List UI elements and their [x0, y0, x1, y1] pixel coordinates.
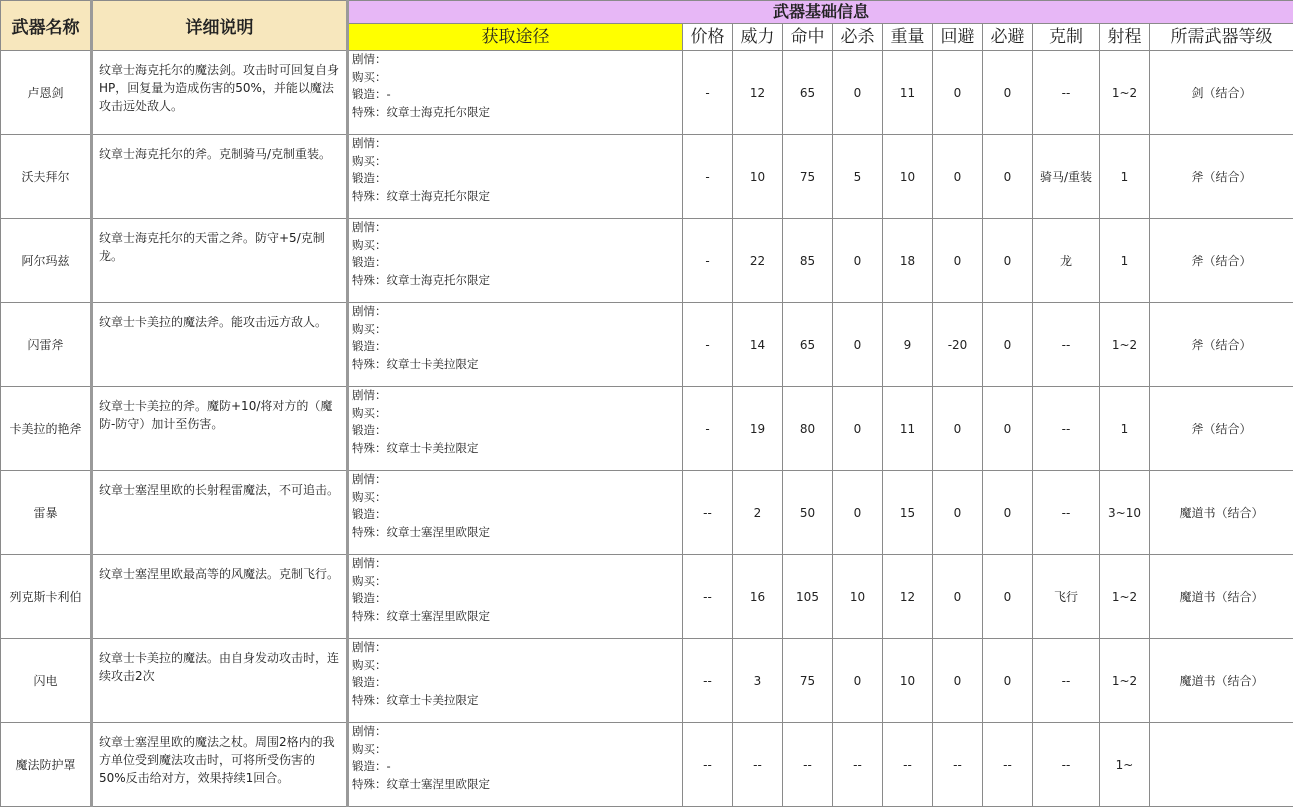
cell-dodge[interactable]: 0 [983, 51, 1033, 135]
obtain-buy: 购买： [352, 741, 682, 759]
cell-effective[interactable]: -- [1033, 723, 1100, 807]
cell-description[interactable]: 纹章士海克托尔的斧。克制骑马/克制重装。 [92, 135, 348, 219]
cell-dodge[interactable]: 0 [983, 135, 1033, 219]
obtain-special: 特殊：纹章士海克托尔限定 [352, 104, 682, 122]
cell-crit[interactable]: 0 [833, 219, 883, 303]
obtain-buy: 购买： [352, 573, 682, 591]
cell-description[interactable]: 纹章士塞涅里欧最高等的风魔法。克制飞行。 [92, 555, 348, 639]
cell-might[interactable]: 3 [733, 639, 783, 723]
cell-range[interactable]: 1~2 [1100, 303, 1150, 387]
obtain-story: 剧情： [352, 639, 682, 657]
cell-crit[interactable]: -- [833, 723, 883, 807]
obtain-forge: 锻造： [352, 506, 682, 524]
obtain-forge: 锻造： [352, 590, 682, 608]
table-row [1, 303, 1293, 387]
cell-avoid[interactable]: -20 [933, 303, 983, 387]
cell-weapon-name[interactable]: 列克斯卡利伯 [1, 555, 92, 639]
cell-obtain[interactable] [348, 555, 683, 639]
cell-price[interactable]: -- [683, 555, 733, 639]
obtain-buy: 购买： [352, 321, 682, 339]
cell-obtain[interactable] [348, 51, 683, 135]
header-weight[interactable]: 重量 [883, 24, 933, 51]
obtain-forge: 锻造： [352, 338, 682, 356]
cell-range[interactable]: 3~10 [1100, 471, 1150, 555]
cell-effective[interactable]: -- [1033, 387, 1100, 471]
obtain-special: 特殊：纹章士塞涅里欧限定 [352, 776, 682, 794]
obtain-buy: 购买： [352, 69, 682, 87]
cell-weapon-rank[interactable]: 斧（结合） [1150, 135, 1293, 219]
cell-description[interactable]: 纹章士塞涅里欧的长射程雷魔法，不可追击。 [92, 471, 348, 555]
table-row [1, 723, 1293, 807]
cell-effective[interactable]: -- [1033, 303, 1100, 387]
cell-price[interactable]: - [683, 387, 733, 471]
cell-hit[interactable]: 50 [783, 471, 833, 555]
cell-dodge[interactable]: 0 [983, 639, 1033, 723]
obtain-buy: 购买： [352, 153, 682, 171]
table-row [1, 51, 1293, 135]
cell-might[interactable]: 19 [733, 387, 783, 471]
cell-crit[interactable]: 0 [833, 51, 883, 135]
obtain-special: 特殊：纹章士卡美拉限定 [352, 356, 682, 374]
obtain-special: 特殊：纹章士海克托尔限定 [352, 188, 682, 206]
cell-might[interactable]: 12 [733, 51, 783, 135]
cell-hit[interactable]: 85 [783, 219, 833, 303]
obtain-story: 剧情： [352, 387, 682, 405]
cell-hit[interactable]: 65 [783, 303, 833, 387]
cell-price[interactable]: -- [683, 723, 733, 807]
cell-crit[interactable]: 0 [833, 639, 883, 723]
cell-range[interactable]: 1 [1100, 387, 1150, 471]
table-row [1, 555, 1293, 639]
cell-price[interactable]: - [683, 303, 733, 387]
cell-description[interactable]: 纹章士卡美拉的魔法斧。能攻击远方敌人。 [92, 303, 348, 387]
cell-weapon-name[interactable]: 闪电 [1, 639, 92, 723]
obtain-forge: 锻造： [352, 674, 682, 692]
cell-range[interactable]: 1 [1100, 135, 1150, 219]
cell-description[interactable]: 纹章士卡美拉的斧。魔防+10/将对方的（魔防-防守）加计至伤害。 [92, 387, 348, 471]
cell-description[interactable]: 纹章士卡美拉的魔法。由自身发动攻击时，连续攻击2次 [92, 639, 348, 723]
cell-effective[interactable]: -- [1033, 51, 1100, 135]
cell-avoid[interactable]: 0 [933, 639, 983, 723]
cell-range[interactable]: 1 [1100, 219, 1150, 303]
header-effective[interactable]: 克制 [1033, 24, 1100, 51]
cell-dodge[interactable]: 0 [983, 219, 1033, 303]
cell-obtain[interactable] [348, 471, 683, 555]
cell-weight[interactable]: 11 [883, 387, 933, 471]
obtain-special: 特殊：纹章士卡美拉限定 [352, 440, 682, 458]
cell-might[interactable]: 2 [733, 471, 783, 555]
cell-weight[interactable]: 10 [883, 135, 933, 219]
header-weapon-name[interactable]: 武器名称 [1, 1, 92, 51]
cell-weapon-name[interactable]: 卢恩剑 [1, 51, 92, 135]
cell-price[interactable]: - [683, 219, 733, 303]
header-crit[interactable]: 必杀 [833, 24, 883, 51]
obtain-story: 剧情： [352, 555, 682, 573]
cell-effective[interactable]: 骑马/重装 [1033, 135, 1100, 219]
table-row [1, 135, 1293, 219]
cell-might[interactable]: 14 [733, 303, 783, 387]
cell-weapon-rank[interactable]: 斧（结合） [1150, 303, 1293, 387]
cell-dodge[interactable]: 0 [983, 555, 1033, 639]
cell-weight[interactable]: 15 [883, 471, 933, 555]
obtain-buy: 购买： [352, 237, 682, 255]
table-row [1, 219, 1293, 303]
obtain-forge: 锻造： [352, 170, 682, 188]
header-might[interactable]: 威力 [733, 24, 783, 51]
header-price[interactable]: 价格 [683, 24, 733, 51]
cell-range[interactable]: 1~2 [1100, 639, 1150, 723]
cell-hit[interactable]: 75 [783, 639, 833, 723]
obtain-story: 剧情： [352, 723, 682, 741]
cell-crit[interactable]: 5 [833, 135, 883, 219]
obtain-forge: 锻造：- [352, 86, 682, 104]
obtain-buy: 购买： [352, 657, 682, 675]
cell-weapon-rank[interactable]: 斧（结合） [1150, 387, 1293, 471]
obtain-story: 剧情： [352, 471, 682, 489]
cell-weapon-name[interactable]: 沃夫拜尔 [1, 135, 92, 219]
cell-might[interactable]: 22 [733, 219, 783, 303]
cell-obtain[interactable] [348, 219, 683, 303]
obtain-special: 特殊：纹章士卡美拉限定 [352, 692, 682, 710]
obtain-special: 特殊：纹章士塞涅里欧限定 [352, 524, 682, 542]
cell-price[interactable]: - [683, 135, 733, 219]
cell-obtain[interactable] [348, 639, 683, 723]
cell-description[interactable]: 纹章士海克托尔的天雷之斧。防守+5/克制龙。 [92, 219, 348, 303]
cell-price[interactable]: -- [683, 639, 733, 723]
obtain-story: 剧情： [352, 51, 682, 69]
header-dodge[interactable]: 必避 [983, 24, 1033, 51]
cell-obtain[interactable] [348, 723, 683, 807]
cell-price[interactable]: -- [683, 471, 733, 555]
header-description[interactable]: 详细说明 [92, 1, 348, 51]
cell-range[interactable]: 1~2 [1100, 51, 1150, 135]
cell-weapon-rank[interactable]: 斧（结合） [1150, 219, 1293, 303]
table-row [1, 387, 1293, 471]
cell-weapon-rank[interactable]: 魔道书（结合） [1150, 639, 1293, 723]
cell-crit[interactable]: 10 [833, 555, 883, 639]
cell-weight[interactable]: 12 [883, 555, 933, 639]
cell-weapon-name[interactable]: 雷暴 [1, 471, 92, 555]
header-range[interactable]: 射程 [1100, 24, 1150, 51]
cell-weapon-name[interactable]: 卡美拉的艳斧 [1, 387, 92, 471]
cell-dodge[interactable]: -- [983, 723, 1033, 807]
cell-avoid[interactable]: 0 [933, 555, 983, 639]
cell-weapon-rank[interactable]: 剑（结合） [1150, 51, 1293, 135]
cell-weapon-rank[interactable]: 魔道书（结合） [1150, 471, 1293, 555]
cell-hit[interactable]: 65 [783, 51, 833, 135]
cell-description[interactable]: 纹章士塞涅里欧的魔法之杖。周围2格内的我方单位受到魔法攻击时，可将所受伤害的50%反击给对方，效果持续1回合。 [92, 723, 348, 807]
header-obtain[interactable]: 获取途径 [348, 24, 683, 51]
header-hit[interactable]: 命中 [783, 24, 833, 51]
cell-avoid[interactable]: 0 [933, 471, 983, 555]
cell-range[interactable]: 1~ [1100, 723, 1150, 807]
cell-effective[interactable]: 飞行 [1033, 555, 1100, 639]
cell-avoid[interactable]: 0 [933, 51, 983, 135]
obtain-special: 特殊：纹章士塞涅里欧限定 [352, 608, 682, 626]
cell-hit[interactable]: 105 [783, 555, 833, 639]
obtain-story: 剧情： [352, 135, 682, 153]
cell-description[interactable]: 纹章士海克托尔的魔法剑。攻击时可回复自身HP，回复量为造成伤害的50%，并能以魔法攻击远处敌人。 [92, 51, 348, 135]
obtain-forge: 锻造： [352, 422, 682, 440]
cell-might[interactable]: -- [733, 723, 783, 807]
cell-obtain[interactable] [348, 303, 683, 387]
obtain-buy: 购买： [352, 489, 682, 507]
cell-weight[interactable]: 10 [883, 639, 933, 723]
obtain-story: 剧情： [352, 219, 682, 237]
obtain-special: 特殊：纹章士海克托尔限定 [352, 272, 682, 290]
cell-weight[interactable]: 11 [883, 51, 933, 135]
cell-obtain[interactable] [348, 387, 683, 471]
cell-weapon-rank[interactable]: 魔道书（结合） [1150, 555, 1293, 639]
cell-weapon-name[interactable]: 阿尔玛兹 [1, 219, 92, 303]
table-row [1, 471, 1293, 555]
cell-crit[interactable]: 0 [833, 387, 883, 471]
cell-hit[interactable]: -- [783, 723, 833, 807]
obtain-forge: 锻造： [352, 254, 682, 272]
cell-dodge[interactable]: 0 [983, 303, 1033, 387]
table-row [1, 639, 1293, 723]
cell-might[interactable]: 10 [733, 135, 783, 219]
obtain-story: 剧情： [352, 303, 682, 321]
cell-range[interactable]: 1~2 [1100, 555, 1150, 639]
cell-might[interactable]: 16 [733, 555, 783, 639]
cell-hit[interactable]: 75 [783, 135, 833, 219]
cell-crit[interactable]: 0 [833, 471, 883, 555]
cell-crit[interactable]: 0 [833, 303, 883, 387]
cell-weight[interactable]: -- [883, 723, 933, 807]
cell-avoid[interactable]: 0 [933, 135, 983, 219]
cell-weight[interactable]: 9 [883, 303, 933, 387]
cell-effective[interactable]: -- [1033, 639, 1100, 723]
obtain-forge: 锻造：- [352, 758, 682, 776]
cell-weapon-name[interactable]: 魔法防护罩 [1, 723, 92, 807]
cell-weapon-rank[interactable] [1150, 723, 1293, 807]
cell-obtain[interactable] [348, 135, 683, 219]
cell-effective[interactable]: -- [1033, 471, 1100, 555]
header-avoid[interactable]: 回避 [933, 24, 983, 51]
header-basic-info[interactable]: 武器基础信息 [348, 1, 1293, 24]
cell-avoid[interactable]: 0 [933, 387, 983, 471]
cell-hit[interactable]: 80 [783, 387, 833, 471]
cell-price[interactable]: - [683, 51, 733, 135]
cell-dodge[interactable]: 0 [983, 471, 1033, 555]
header-weapon-rank[interactable]: 所需武器等级 [1150, 24, 1293, 51]
obtain-buy: 购买： [352, 405, 682, 423]
cell-dodge[interactable]: 0 [983, 387, 1033, 471]
cell-weight[interactable]: 18 [883, 219, 933, 303]
cell-avoid[interactable]: 0 [933, 219, 983, 303]
cell-weapon-name[interactable]: 闪雷斧 [1, 303, 92, 387]
cell-effective[interactable]: 龙 [1033, 219, 1100, 303]
cell-avoid[interactable]: -- [933, 723, 983, 807]
